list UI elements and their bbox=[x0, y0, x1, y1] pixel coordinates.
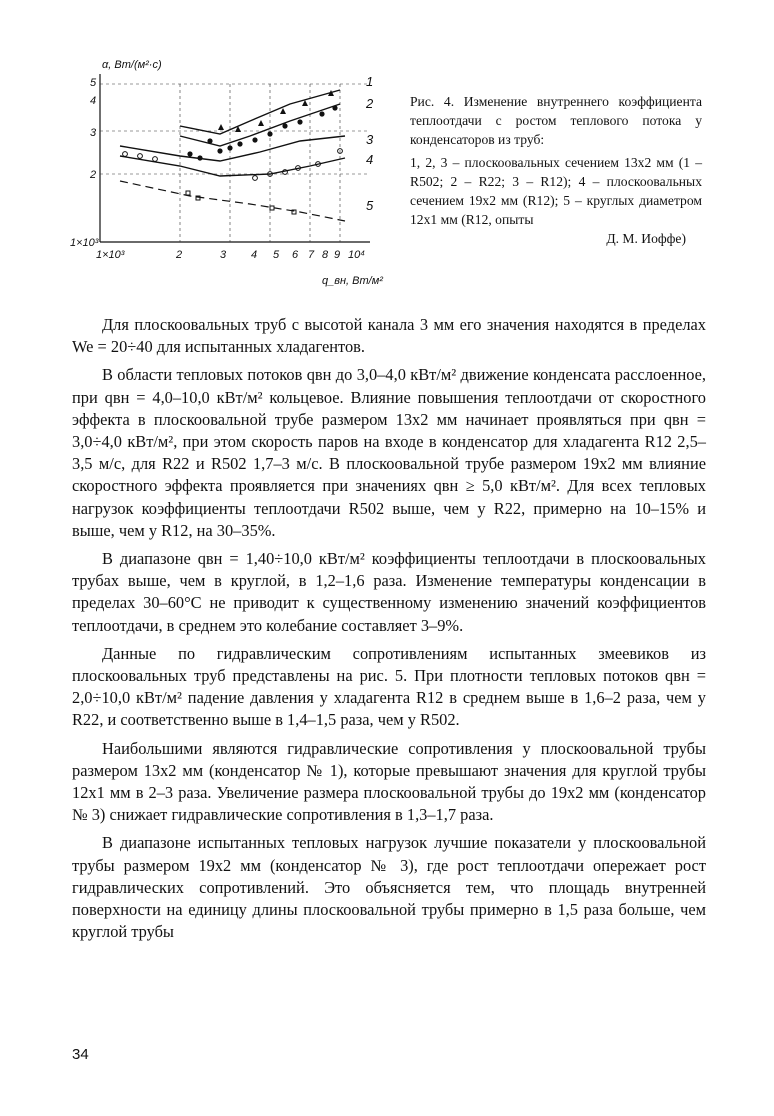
x-tick: 3 bbox=[220, 249, 227, 261]
paragraph: Данные по гидравлическим сопротивлениям испытанных змеевиков из плоскоовальных труб представлены на рис. 5. При плотности тепловых потоков qвн = 2,0÷10,0 кВт/м² падение давления у хладагента R12 в среднем выше в 1,6–2 раза, чем у R22, и соответственно выше в 1,4–1,5 раза, чем у R502. bbox=[72, 643, 706, 730]
x-tick: 7 bbox=[308, 249, 315, 261]
curve-label-2: 2 bbox=[366, 96, 374, 111]
y-tick: 2 bbox=[90, 169, 97, 181]
curve-5 bbox=[120, 181, 345, 221]
x-tick: 1×10³ bbox=[96, 249, 125, 261]
x-tick: 4 bbox=[251, 249, 258, 261]
paragraph: В диапазоне qвн = 1,40÷10,0 кВт/м² коэффициенты теплоотдачи в плоскоовальных трубах выше, чем в круглой, в 1,2–1,6 раза. Изменение температуры конденсации в пределах 30–60°С не приводит к существенному изменению значений коэффициентов теплоотдачи, в среднем это колебание составляет 3–9%. bbox=[72, 549, 706, 635]
caption-legend: 1, 2, 3 – плоскоовальных сечением 13x2 мм (1 – R502; 2 – R22; 3 – R12); 4 – плоскоовальных сечением 19x2 мм (R12); 5 – круглых диаметром 12x1 мм (R12, опыты bbox=[410, 155, 702, 227]
x-tick: 2 bbox=[176, 249, 183, 261]
y-tick: 1×10³ bbox=[70, 237, 99, 249]
curve-4 bbox=[120, 156, 345, 176]
y-axis-label: α, Вт/(м²·с) bbox=[102, 59, 162, 71]
y-tick: 4 bbox=[90, 95, 97, 107]
paragraph: Для плоскоовальных труб с высотой канала 3 мм его значения находятся в пределах We = 20÷40 для испытанных хладагентов. bbox=[72, 315, 706, 357]
caption-title: Рис. 4. Изменение внутреннего коэффициента теплоотдачи с ростом теплового потока у конденсаторов из труб: bbox=[410, 94, 702, 147]
x-tick: 10⁴ bbox=[348, 249, 365, 261]
y-tick: 3 bbox=[90, 127, 97, 139]
figure-caption bbox=[410, 92, 702, 248]
x-tick: 8 bbox=[322, 249, 329, 261]
x-tick: 9 bbox=[334, 249, 341, 261]
paragraph: В области тепловых потоков qвн до 3,0–4,0 кВт/м² движение конденсата расслоенное, при qвн = 4,0–10,0 кВт/м² кольцевое. Влияние повышения теплоотдачи от скоростного эффекта в плоскоовальной трубе размером 13x2 мм начинает проявляться при qвн = 3,0÷4,0 кВт/м², при этом скорость паров на входе в конденсатор для хладагента R12 2,5–3,5 м/с, для R22 и R502 1,7–3 м/с. В плоскоовальной трубе размером 19x2 мм влияние скоростного эффекта проявляется при значениях qвн ≥ 5,0 кВт/м². Для всех тепловых нагрузок коэффициенты теплоотдачи R502 выше, чем у R22, примерно на 10–15% и выше, чем у R12, на 30–35%. bbox=[72, 365, 706, 540]
page-number: 34 bbox=[72, 1046, 89, 1063]
figure-4 bbox=[70, 56, 410, 296]
body-text bbox=[72, 314, 706, 949]
paragraph: В диапазоне испытанных тепловых нагрузок лучшие показатели у плоскоовальной трубы размером 19x2 мм (конденсатор № 3), где рост теплоотдачи опережает рост гидравлических сопротивлений. Это объясняется тем, что площадь внутренней поверхности на единицу длины плоскоовальной трубы примерно в 1,5 раза больше, чем круглой трубы bbox=[72, 833, 706, 942]
y-tick: 5 bbox=[90, 77, 97, 89]
paragraph: Наибольшими являются гидравлические сопротивления у плоскоовальной трубы размером 13x2 мм (конденсатор № 1), которые превышают значения для круглой трубы 12x1 мм в 2–3 раза. Увеличение размера плоскоовальной трубы до 19x2 мм (конденсатор № 3) снижает гидравлические сопротивления в 1,3–1,7 раза. bbox=[72, 738, 706, 825]
caption-author: Д. М. Иоффе) bbox=[606, 231, 686, 246]
curve-label-3: 3 bbox=[366, 132, 374, 147]
heat-transfer-chart bbox=[70, 56, 410, 296]
x-axis-label: q_вн, Вт/м² bbox=[322, 275, 383, 287]
curve-label-4: 4 bbox=[366, 152, 374, 167]
curve-label-5: 5 bbox=[366, 198, 374, 213]
x-tick: 6 bbox=[292, 249, 299, 261]
markers-filled bbox=[187, 90, 337, 161]
curve-label-1: 1 bbox=[366, 74, 374, 89]
x-tick: 5 bbox=[273, 249, 280, 261]
